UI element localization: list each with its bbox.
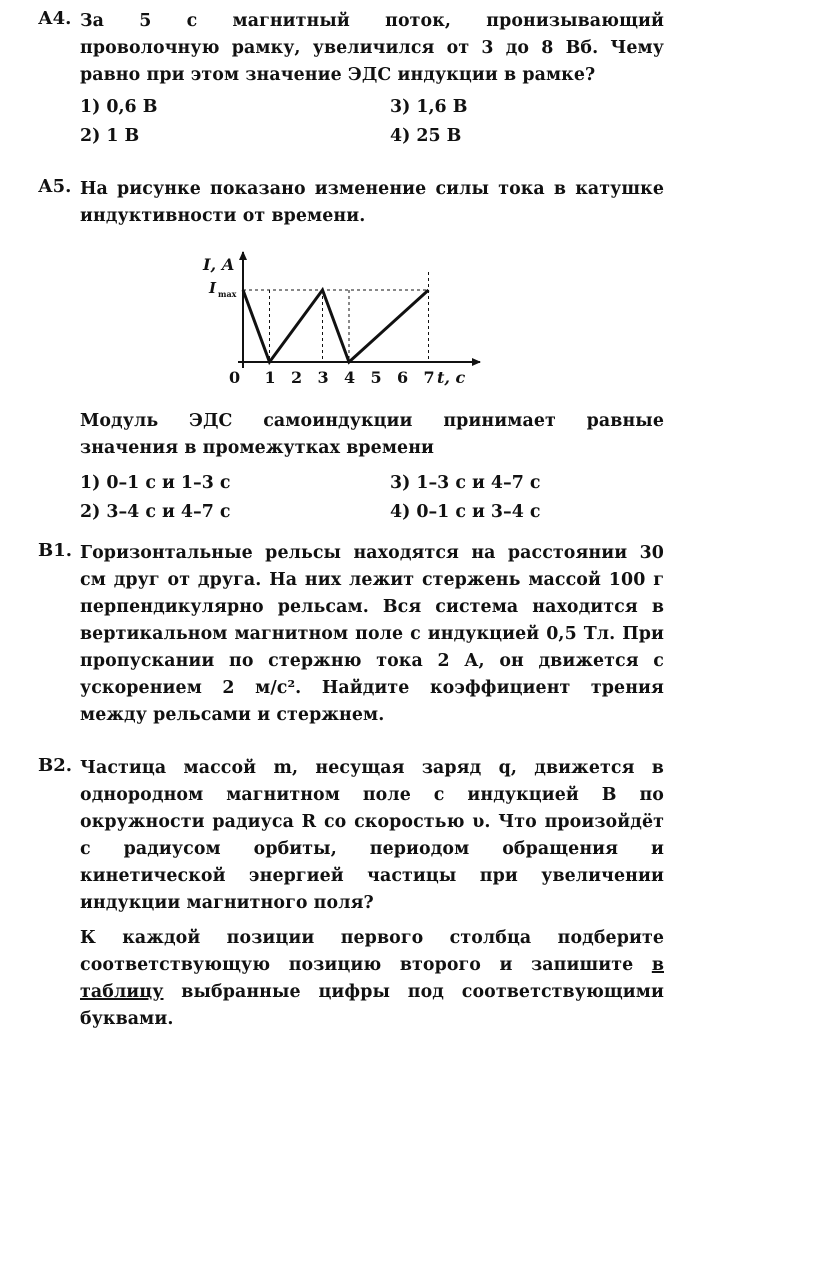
x-tick-label: 0 <box>229 368 241 387</box>
problem-a5-question <box>38 408 664 526</box>
instruction-part: К каждой позиции первого столбца подберите соответствующую позицию второго и запишите <box>80 928 664 975</box>
x-tick-label: 3 <box>317 368 329 387</box>
option: 1) 0–1 с и 1–3 с <box>80 473 231 493</box>
option: 2) 3–4 с и 4–7 с <box>80 501 231 522</box>
problem-label: В2. <box>38 755 73 776</box>
x-axis-label: t, с <box>437 368 466 387</box>
problem-text: За 5 с магнитный поток, пронизывающий проволочную рамку, увеличился от 3 до 8 Вб. Чему равно при этом значение ЭДС индукции в рамке? <box>80 11 664 85</box>
problem-label: В1. <box>38 540 73 561</box>
problem-label: А5. <box>38 176 72 197</box>
x-tick-label: 4 <box>344 368 356 387</box>
problem-text: Горизонтальные рельсы находятся на расстоянии 30 см друг от друга. На них лежит стержень массой 100 г перпендикулярно рельсам. Вся система находится в вертикальном магнитном поле с индукцией 0,5 Тл. При пропускании по стержню тока 2 А, он движется с ускорением 2 м/с². Найдите коэффициент трения между рельсами и стержнем. <box>80 543 664 725</box>
problem-b2 <box>38 755 664 1033</box>
x-tick-label: 5 <box>370 368 382 387</box>
instruction-underlined: в таблицу <box>80 955 664 1002</box>
option: 3) 1,6 В <box>390 97 468 117</box>
option: 4) 0–1 с и 3–4 с <box>390 501 541 522</box>
question-text: Модуль ЭДС самоиндукции принимает равные значения в промежутках времени <box>80 411 664 458</box>
x-tick-label: 7 <box>423 368 435 387</box>
option: 1) 0,6 В <box>80 97 158 117</box>
option: 2) 1 В <box>80 125 140 146</box>
answer-options <box>80 93 664 150</box>
x-tick-label: 2 <box>291 368 303 387</box>
x-tick-label: 1 <box>264 368 276 387</box>
y-axis-label: I, А <box>203 255 235 274</box>
current-time-chart <box>190 244 490 394</box>
current-series-line <box>243 290 429 362</box>
option: 3) 1–3 с и 4–7 с <box>390 473 541 493</box>
answer-options <box>80 469 664 526</box>
instruction-text <box>80 925 664 1033</box>
instruction-part: выбранные цифры под соответствующими буквами. <box>80 982 664 1029</box>
y-tick-sub: max <box>218 289 237 299</box>
problem-text: Частица массой m, несущая заряд q, движется в однородном магнитном поле с индукцией B по окружности радиуса R со скоростью υ. Что произойдёт с радиусом орбиты, периодом обращения и кинетической энергией частицы при увеличении индукции магнитного поля? <box>80 758 664 913</box>
y-tick-label: I <box>209 279 217 297</box>
problem-b1 <box>38 540 664 729</box>
problem-text: На рисунке показано изменение силы тока в катушке индуктивности от времени. <box>80 179 664 226</box>
problem-a5 <box>38 176 664 230</box>
problem-label: А4. <box>38 8 72 29</box>
x-tick-label: 6 <box>397 368 409 387</box>
problem-a4 <box>38 8 664 150</box>
option: 4) 25 В <box>390 125 462 146</box>
